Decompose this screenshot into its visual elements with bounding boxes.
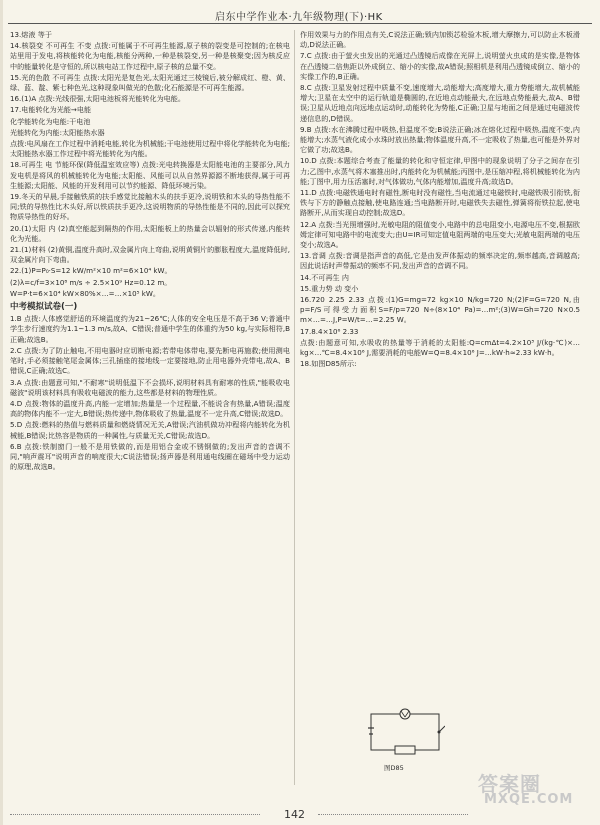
answer-paragraph: 6.B 点拨:铁制窗门一般不是用铁做的,而是用铝合金或不锈钢做的;发出声音的音调不同,"响声震耳"说明声音的响度很大;C说法错误;扬声器是利用通电线圈在磁场中受力运动的原理,故选B。: [10, 441, 290, 472]
header-rule: [8, 23, 592, 24]
answer-paragraph: 12.A 点拨:当光照增强时,光敏电阻的阻值变小,电路中的总电阻变小,电源电压不变,根据欧姆定律可知电路中的电流变大;由U=IR可知定值电阻两端的电压变大;光敏电阻两端的电压变小;故选A。: [300, 219, 580, 250]
figure-label: 图D85: [384, 764, 404, 772]
answer-paragraph: 光能转化为内能:太阳能热水器: [10, 127, 105, 137]
footer-rule-right: [318, 814, 468, 815]
answer-paragraph: 4.D 点拨:物体的温度升高,内能一定增加;热量是一个过程量,不能说含有热量,A错误;温度高的物体内能不一定大,B错误;热传递中,物体吸收了热量,温度不一定升高,C错误;故选D。: [10, 398, 290, 419]
answer-paragraph: 13.熔液 等于: [10, 30, 52, 39]
answer-paragraph: (2)λ=c/f=3×10⁸ m/s ÷ 2.5×10⁹ Hz=0.12 m。: [10, 277, 172, 287]
watermark-logo: 答案圈: [478, 772, 541, 796]
answer-paragraph: 21.(1)材料 (2)黄铜,温度升高时,双金属片向上弯曲,说明黄铜片的膨胀程度大,温度降低时,双金属片向下弯曲。: [10, 245, 290, 265]
answer-paragraph: 18.可再生 电 节能环保(降低温室效应等) 点拨:光电转换器是太阳能电池的主要部分,风力发电机是将风的机械能转化为电能;太阳能、风能可以从自然界源源不断地获得,属于可再生能源;太阳能、风能的开发利用可以节约能源、降低环境污染。: [10, 160, 290, 190]
answer-paragraph: 3.A 点拨:由题意可知,"不耐寒"说明低温下不会损坏,说明材料具有耐寒的性质,"能吸收电磁波"说明该材料具有吸收电磁波的能力,这些都是材料的物理性质。: [10, 377, 290, 397]
right-column: [300, 30, 580, 371]
answer-paragraph: 7.C 点拨:由于萤火虫发出的光通过凸透镜后成像在光屏上,说明萤火虫成的是实像,是物体在凸透镜二倍焦距以外成倒立、缩小的实像,故A错误;照相机是利用凸透镜成倒立、缩小的实像工作的,B正确。: [300, 51, 580, 81]
answer-paragraph: 20.(1)太阳 内 (2)真空能起到隔热的作用,太阳能板上的热量会以辐射的形式传递,内能转化为光能。: [10, 223, 290, 243]
answer-paragraph: 14.不可再生 内: [300, 272, 350, 282]
answer-paragraph: 16.720 2.25 2.33 点拨:(1)G=mg=72 kg×10 N/kg=720 N;(2)F=G=720 N,由p=F/S可得受力面积S=F/p=720 N÷(8×10⁴ Pa)=…m²;(3)W=Gh=720 N×0.5 m×…=…J,P=W/t=…=2.25 W。: [300, 295, 580, 325]
answer-paragraph: 8.C 点拨:卫星发射过程中质量不变,速度增大,动能增大;高度增大,重力势能增大,故机械能增大;卫星在太空中的运行轨道是椭圆的,在近地点动能最大,在远地点势能最大,故A、B错误;卫星从近地点向远地点运动时,动能转化为势能,C正确;卫星与地面之间是通过电磁波传递信息的,D错误。: [300, 83, 580, 123]
answer-paragraph: 13.音调 点拨:音调是指声音的高低,它是由发声体振动的频率决定的,频率越高,音调越高;因此说话时声带振动的频率不同,发出声音的音调不同。: [300, 251, 580, 271]
answer-paragraph: 点拨:电风扇在工作过程中消耗电能,转化为机械能;干电池使用过程中将化学能转化为电能;太阳能热水器工作过程中将光能转化为内能。: [10, 139, 290, 159]
column-divider: [294, 30, 295, 785]
answer-paragraph: 14.核裂变 不可再生 不变 点拨:可能属于不可再生能源,原子核的裂变是可控制的;在核电站里用于发电,将核能转化为电能,核能分两种,一种是核裂变,另一种是核聚变;因为核反应中的能量转化是守恒的,所以核电站工作过程中,原子核的总量不变。: [10, 41, 290, 71]
header-title: 启东中学作业本·九年级物理(下)·HK: [215, 12, 383, 23]
page-number: 142: [284, 808, 305, 821]
answer-paragraph: 15.重力势 动 变小: [300, 283, 359, 293]
answer-paragraph: 9.B 点拨:水在沸腾过程中吸热,但温度不变;B说法正确;冰在熔化过程中吸热,温度不变,内能增大;水蒸气液化成小水珠时放出热量;物体温度升高,不一定吸收了热量,也可能是外界对它做了功;故选B。: [300, 124, 580, 155]
answer-paragraph: 作用效果与力的作用点有关,C说法正确;锁内加锁芯检验木板,增大摩擦力,可以防止木板滑动,D说法正确。: [300, 30, 580, 50]
footer-rule-left: [10, 814, 260, 815]
answer-paragraph: 11.D 点拨:电磁铁通电时有磁性,断电时没有磁性,当电流通过电磁铁时,电磁铁吸引衔铁,衔铁与下方的静触点接触,使电路连通;当电路断开时,电磁铁失去磁性,弹簧将衔铁拉起,使电路断开,从而实现自动控制;故选D。: [300, 188, 580, 218]
answer-paragraph: 5.D 点拨:燃料的热值与燃料质量和燃烧情况无关,A错误;汽油机做功冲程将内能转化为机械能,B错误;比热容是物质的一种属性,与质量无关,C错误;故选D。: [10, 420, 290, 440]
circuit-diagram: [365, 706, 445, 758]
answer-paragraph: 化学能转化为电能:干电池: [10, 116, 91, 126]
answer-paragraph: 18.如图D85所示:: [300, 359, 357, 369]
running-header: [0, 6, 600, 24]
answer-paragraph: 19.冬天的早晨,手接触铁质的扶手感觉比接触木头的扶手更冷,说明铁和木头的导热性能不同;铁的导热性比木头好,所以铁质扶手更冷,这说明物质的导热性能是不同的,因此可以探究物质导热性的好坏。: [10, 192, 290, 222]
section-heading: 中考模拟试卷(一): [10, 302, 78, 313]
left-column: [10, 30, 290, 473]
answer-paragraph: 17.8.4×10⁶ 2.33: [300, 326, 359, 336]
answer-paragraph: 22.(1)P=P₀·S=12 kW/m²×10 m²=6×10⁴ kW。: [10, 266, 172, 276]
answer-paragraph: 1.B 点拨:人体感觉舒适的环境温度约为21~26℃;人体的安全电压是不高于36 V;普通中学生步行速度约为1.1~1.3 m/s,故A、C错误;普通中学生的体重约为50 kg,与实际相符,B正确;故选B。: [10, 314, 290, 344]
answer-paragraph: 17.电能转化为光能→电能: [10, 105, 92, 115]
answer-paragraph: 16.(1)A 点拨:光线很强,太阳电池板将光能转化为电能。: [10, 94, 185, 104]
answer-paragraph: W=P·t=6×10⁴ kW×80%×…=…×10⁵ kW。: [10, 288, 160, 298]
answer-paragraph: 2.C 点拨:为了防止触电,不用电器时应切断电源;若带电体带电,要先断电再施救;使用测电笔时,手必须接触笔尾金属体;三孔插座的接地线一定要接地,防止用电器外壳带电,故A、B错误,C正确;故选C。: [10, 345, 290, 376]
answer-paragraph: 点拨:由题意可知,水吸收的热量等于消耗的太阳能:Q=cmΔt=4.2×10³ J/(kg·℃)×…kg×…℃=8.4×10⁶ J,需要消耗的电能W=Q=8.4×10⁶ J=…kW·h≈2.33 kW·h。: [300, 337, 580, 358]
binding-edge: [0, 0, 3, 825]
watermark-url: MXQE.COM: [484, 792, 574, 807]
answer-paragraph: 15.光的色散 不可再生 点拨:太阳光是复色光,太阳光通过三棱镜后,被分解成红、橙、黄、绿、蓝、靛、紫七种色光,这种现象叫做光的色散;化石能源是不可再生能源。: [10, 72, 290, 93]
answer-paragraph: 10.D 点拨:本题综合考查了能量的转化和守恒定律,甲图中的现象说明了分子之间存在引力;乙图中,水蒸气将木塞推出时,内能转化为机械能;丙图中,是压缩冲程,将机械能转化为内能;丁图中,用力压活塞时,对气体做功,气体内能增加,温度升高;故选D。: [300, 156, 580, 186]
